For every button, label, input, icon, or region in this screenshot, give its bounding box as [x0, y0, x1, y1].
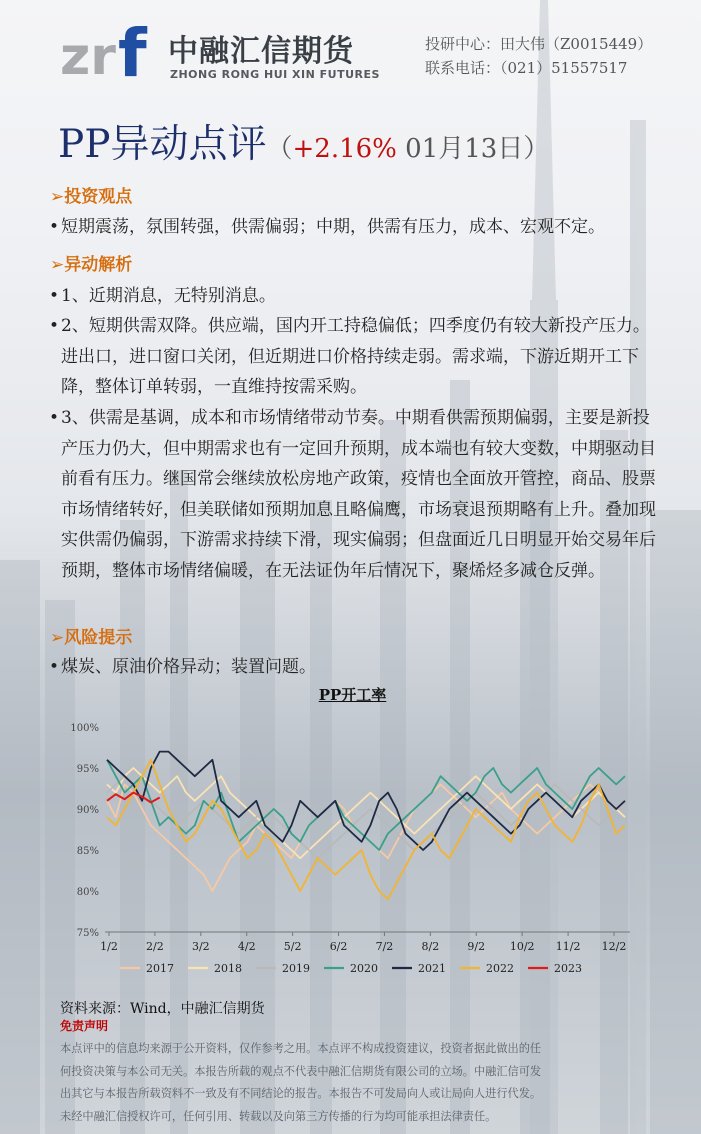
- x-tick-label: 2/2: [146, 940, 164, 953]
- series-line-2022: [107, 760, 625, 899]
- title-main: PP异动点评: [58, 122, 267, 167]
- title-change-percent: +2.16%: [292, 134, 397, 164]
- logo-english-name: ZHONG RONG HUI XIN FUTURES: [170, 68, 380, 81]
- legend-label-2023: 2023: [554, 962, 582, 975]
- y-tick-label: 90%: [76, 805, 99, 816]
- y-tick-label: 85%: [76, 846, 99, 857]
- bullet-dot: •: [49, 657, 60, 677]
- series-line-2021: [107, 752, 625, 850]
- data-source: 资料来源：Wind，中融汇信期货: [60, 1001, 265, 1017]
- section-heading-risk: ➢风险提示: [50, 628, 133, 648]
- bullet-dot: •: [49, 286, 60, 306]
- bullet-text: 短期震荡，氛围转强，供需偏弱；中期，供需有压力，成本、宏观不定。: [61, 217, 605, 237]
- legend-label-2021: 2021: [418, 962, 446, 975]
- x-tick-label: 12/2: [601, 940, 627, 953]
- svg-text:f: f: [118, 15, 147, 84]
- y-tick-label: 75%: [76, 928, 99, 939]
- y-tick-label: 95%: [76, 764, 99, 775]
- x-tick-label: 5/2: [283, 940, 302, 953]
- logo-chinese-name: 中融汇信期货: [168, 34, 354, 69]
- legend-label-2020: 2020: [350, 962, 378, 975]
- x-tick-label: 3/2: [191, 940, 210, 953]
- bullet-text: 3、供需是基调，成本和市场情绪带动节奏。中期看供需预期偏弱，主要是新投产压力仍大，但中期需求也有一定回升预期，成本端也有较大变数，中期驱动目前看有压力。继国常会继续放松房地产政策，疫情也全面放开管控，商品、股票市场情绪转好，但美联储如预期加息且略偏鹰，市场衰退预期略有上升。叠加现实供需仍偏弱，下游需求持续下滑，现实偏弱；但盘面近几日明显开始交易年后预期，整体市场情绪偏暖，在无法证伪年后情况下，聚烯烃多减仓反弹。: [61, 408, 656, 581]
- svg-text:zr: zr: [60, 27, 116, 84]
- x-tick-label: 10/2: [509, 940, 535, 953]
- legend-label-2019: 2019: [282, 962, 310, 975]
- legend-label-2018: 2018: [214, 962, 242, 975]
- section-heading-view: ➢投资观点: [50, 187, 133, 207]
- company-logo: [60, 8, 390, 88]
- bullet-dot: •: [49, 316, 60, 336]
- contact-info: [425, 32, 652, 80]
- title-open-paren: （: [266, 134, 293, 164]
- disclaimer-line: 出其它与本报告所载资料不一致及有不同结论的报告。本报告不可发局向人或让局向人进行代发。: [60, 1087, 542, 1100]
- risk-bullet: [49, 652, 659, 683]
- x-tick-label: 8/2: [421, 940, 440, 953]
- bullet-text: 1、近期消息，无特别消息。: [61, 286, 276, 306]
- legend-label-2017: 2017: [146, 962, 174, 975]
- series-line-2020: [107, 760, 625, 850]
- x-tick-label: 6/2: [329, 940, 348, 953]
- analysis-bullet-1: [49, 281, 659, 312]
- x-tick-label: 9/2: [467, 940, 486, 953]
- phone-line: 联系电话：（021）51557517: [425, 59, 628, 77]
- section-heading-analysis: ➢异动解析: [50, 255, 133, 275]
- x-tick-label: 7/2: [375, 940, 394, 953]
- disclaimer-line: 何投资决策与本公司无关。本报告所载的观点不代表中融汇信期货有限公司的立场。中融汇信可发: [60, 1064, 542, 1078]
- title-date: 01月13日）: [396, 134, 550, 164]
- x-tick-label: 1/2: [100, 940, 118, 953]
- bullet-dot: •: [49, 408, 60, 428]
- chart-svg: [60, 684, 650, 984]
- pp-operating-rate-chart: [60, 684, 650, 984]
- y-tick-label: 80%: [76, 887, 99, 898]
- zrf-logo-mark: [60, 14, 160, 84]
- bullet-dot: •: [49, 217, 60, 237]
- analysis-bullet-2: [49, 311, 659, 403]
- disclaimer-title: 免责声明: [60, 1019, 109, 1033]
- disclaimer-text: [60, 1038, 650, 1128]
- analyst-line: 投研中心：田大伟（Z0015449）: [425, 35, 653, 53]
- page-title: [58, 113, 549, 169]
- bullet-text: 煤炭、原油价格异动；装置问题。: [61, 657, 316, 677]
- x-tick-label: 11/2: [555, 940, 581, 953]
- bullet-text: 2、短期供需双降。供应端，国内开工持稳偏低；四季度仍有较大新投产压力。进出口，进口窗口关闭，但近期进口价格持续走弱。需求端，下游近期开工下降，整体订单转弱，一直维持按需采购。: [61, 316, 650, 397]
- analysis-bullet-3: [49, 403, 659, 586]
- legend-label-2022: 2022: [486, 962, 514, 975]
- view-bullet: [49, 212, 659, 243]
- y-tick-label: 100%: [70, 723, 99, 734]
- chart-title-text: PP开工率: [318, 686, 387, 704]
- disclaimer-line: 未经中融汇信授权许可，任何引用、转载以及向第三方传播的行为均可能承担法律责任。: [60, 1109, 497, 1123]
- x-tick-label: 4/2: [237, 940, 256, 953]
- disclaimer-line: 本点评中的信息均来源于公开资料，仅作参考之用。本点评不构成投资建议，投资者据此做出的任: [60, 1042, 542, 1055]
